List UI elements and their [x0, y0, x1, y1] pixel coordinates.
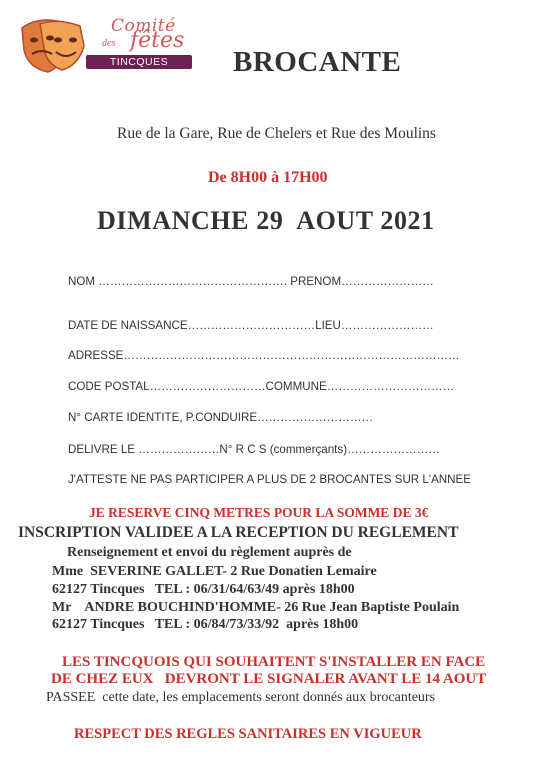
contact1-tel: 62127 Tincques TEL : 06/31/64/63/49 après 18h00 [52, 582, 355, 597]
contact1-name: Mme SEVERINE GALLET- 2 Rue Donatien Lemaire [52, 564, 377, 579]
logo-fetes-text: fêtes [130, 28, 185, 53]
sanitary-notice: RESPECT DES REGLES SANITAIRES EN VIGUEUR [74, 726, 422, 742]
notice-line-1: LES TINCQUOIS QUI SOUHAITENT S'INSTALLER EN FACE [62, 654, 486, 670]
nom-prenom-field[interactable]: NOM …………………………………………. PRENOM…………………… [68, 275, 434, 288]
logo-des-text: des [102, 38, 116, 49]
naissance-lieu-field[interactable]: DATE DE NAISSANCE……………………………LIEU…………………… [68, 319, 434, 332]
logo-tincques-text: TINCQUES [109, 56, 169, 68]
page-title: BROCANTE [233, 46, 402, 78]
notice-line-2: DE CHEZ EUX DEVRONT LE SIGNALER AVANT LE 14 AOUT [51, 671, 487, 687]
streets-line: Rue de la Gare, Rue de Chelers et Rue des Moulins [117, 125, 436, 142]
contact2-name: Mr ANDRE BOUCHIND'HOMME- 26 Rue Jean Baptiste Poulain [52, 600, 460, 615]
hours-line: De 8H00 à 17H00 [208, 169, 328, 186]
delivre-rcs-field[interactable]: DELIVRE LE …………………N° R C S (commerçants)…………………… [68, 443, 440, 456]
logo-band [86, 55, 192, 69]
reserve-line: JE RESERVE CINQ METRES POUR LA SOMME DE 3€ [89, 505, 429, 520]
contact2-tel: 62127 Tincques TEL : 06/84/73/33/92 après 18h00 [52, 617, 359, 632]
code-postal-commune-field[interactable]: CODE POSTAL…………………………COMMUNE…………………………… [68, 380, 455, 393]
logo-comite-text: Comité [111, 16, 176, 36]
carte-identite-field[interactable]: N° CARTE IDENTITE, P.CONDUIRE………………………… [68, 411, 374, 424]
event-date: DIMANCHE 29 AOUT 2021 [97, 206, 435, 235]
inscription-line: INSCRIPTION VALIDEE A LA RECEPTION DU REGLEMENT [18, 524, 459, 541]
renseignement-line: Renseignement et envoi du règlement auprès de [67, 545, 352, 560]
attestation-text: J'ATTESTE NE PAS PARTICIPER A PLUS DE 2 BROCANTES SUR L'ANNEE [68, 473, 472, 486]
notice-line-3: PASSEE cette date, les emplacements seront donnés aux brocanteurs [46, 690, 436, 705]
adresse-field[interactable]: ADRESSE…………………………………………………………………………… [68, 349, 460, 362]
comite-des-fetes-logo [18, 14, 213, 74]
